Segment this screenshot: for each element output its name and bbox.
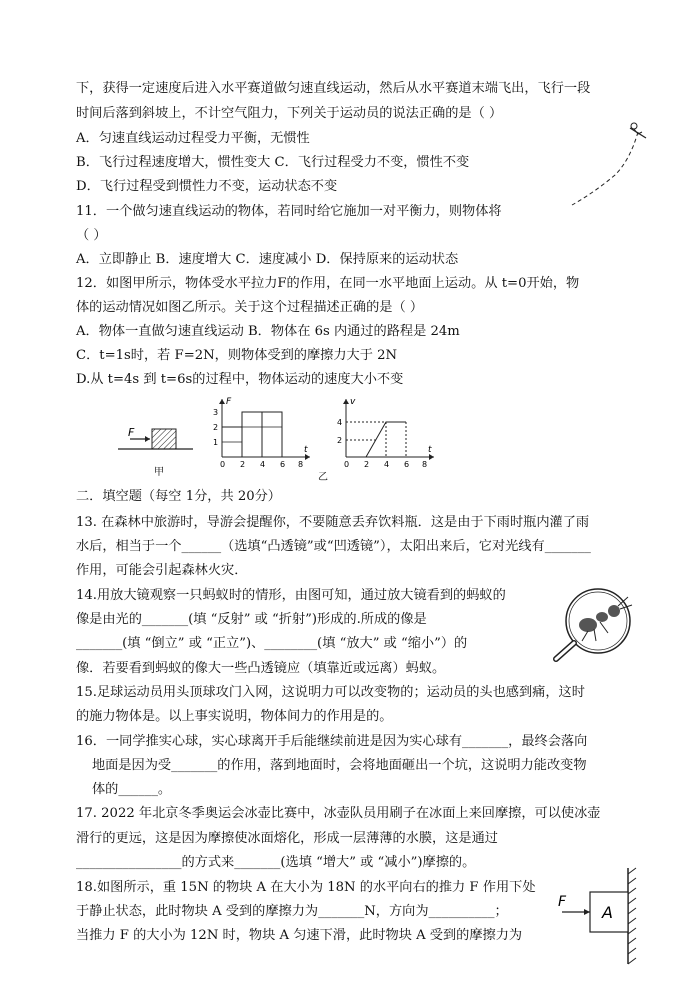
question-11: 11．一个做匀速直线运动的物体，若同时给它施加一对平衡力，则物体将 bbox=[76, 204, 502, 219]
question-17-cont: 滑行的更远，这是因为摩擦使冰面熔化，形成一层薄薄的水膜，这是通过 bbox=[76, 831, 498, 846]
option-line: C．t=1s时，若 F=2N，则物体受到的摩擦力大于 2N bbox=[76, 348, 398, 363]
answer-bracket: （ ） bbox=[76, 228, 107, 243]
question-13-cont: 作用，可能会引起森林火灾． bbox=[76, 563, 248, 578]
question-15: 15.足球运动员用头顶球攻门入网，这说明力可以改变物的；运动员的头也感到痛，这时 bbox=[76, 685, 585, 700]
question-12: 12．如图甲所示，物体受水平拉力F的作用，在同一水平地面上运动。从 t=0开始，物 bbox=[76, 276, 580, 291]
y-tick: 4 bbox=[337, 418, 343, 427]
option-line: A．物体一直做匀速直线运动 B．物体在 6s 内通过的路程是 24m bbox=[76, 324, 460, 339]
question-14-cont: 像．若要看到蚂蚁的像大一些凸透镜应（填靠近或远离）蚂蚁。 bbox=[76, 661, 446, 676]
force-label-f: F bbox=[128, 426, 135, 439]
x-tick: 6 bbox=[280, 460, 286, 469]
x-tick: 0 bbox=[344, 460, 350, 469]
y-tick: 3 bbox=[213, 408, 219, 417]
question-13-cont: 水后，相当于一个______（选填“凸透镜”或“凹透镜”），太阳出来后，它对光线有_______ bbox=[76, 539, 591, 554]
figure-caption-yi: 乙 bbox=[318, 472, 328, 483]
x-tick: 0 bbox=[220, 460, 226, 469]
x-tick: 2 bbox=[364, 460, 370, 469]
section-heading: 二．填空题（每空 1分，共 20分） bbox=[76, 489, 281, 504]
figure-jia bbox=[118, 415, 198, 477]
figure-yi-force-time bbox=[212, 395, 314, 470]
y-tick: 2 bbox=[337, 436, 343, 445]
option-line: B．飞行过程速度增大，惯性变大 C．飞行过程受力不变，惯性不变 bbox=[76, 155, 470, 170]
question-stem-line-2: 时间后落到斜坡上，不计空气阻力，下列关于运动员的说法正确的是（ ） bbox=[76, 106, 503, 121]
force-label-f: F bbox=[558, 894, 567, 910]
question-18-cont: 于静止状态，此时物块 A 受到的摩擦力为_______N，方向为__________； bbox=[76, 904, 508, 919]
block-label-a: A bbox=[602, 903, 613, 922]
ski-slope-figure bbox=[560, 120, 660, 210]
question-18-cont: 当推力 F 的大小为 12N 时，物块 A 匀速下滑，此时物块 A 受到的摩擦力为 bbox=[76, 928, 523, 943]
figure-caption-jia: 甲 bbox=[154, 467, 164, 477]
x-tick: 4 bbox=[260, 460, 266, 469]
block-wall-figure bbox=[552, 866, 642, 966]
question-14-cont: 像是由光的_______(填 “反射” 或 “折射”)形成的.所成的像是 bbox=[76, 612, 427, 627]
question-stem-line-1: 下，获得一定速度后进入水平赛道做匀速直线运动，然后从水平赛道末端飞出，飞行一段 bbox=[76, 81, 591, 96]
question-12-cont: 体的运动情况如图乙所示。关于这个过程描述正确的是（ ） bbox=[76, 300, 424, 315]
option-line: D．飞行过程受到惯性力不变，运动状态不变 bbox=[76, 179, 338, 194]
question-17-cont: ________________的方式来_______(选填 “增大” 或 “减小”)摩擦的。 bbox=[76, 855, 476, 870]
question-16-cont: 地面是因为受_______的作用，落到地面时，会将地面砸出一个坑，这说明力能改变物 bbox=[92, 758, 587, 773]
y-axis-label: v bbox=[350, 397, 356, 407]
y-axis-label: F bbox=[226, 397, 232, 407]
y-tick: 2 bbox=[213, 423, 219, 432]
x-tick: 8 bbox=[298, 460, 304, 469]
x-axis-label: t bbox=[428, 445, 432, 455]
figure-yi-velocity-time bbox=[336, 395, 438, 470]
question-14: 14.用放大镜观察一只蚂蚁时的情形，由图可知，通过放大镜看到的蚂蚁的 bbox=[76, 588, 506, 603]
x-tick: 4 bbox=[384, 460, 390, 469]
question-14-cont: _______(填 “倒立” 或 “正立”)、________(填 “放大” 或 “缩小”）的 bbox=[76, 636, 468, 651]
question-16-cont: 体的______。 bbox=[92, 782, 172, 797]
x-tick: 2 bbox=[240, 460, 246, 469]
question-16: 16．一同学推实心球，实心球离开手后能继续前进是因为实心球有_______，最终会落向 bbox=[76, 734, 588, 749]
question-13: 13. 在森林中旅游时，导游会提醒你，不要随意丢弃饮料瓶．这是由于下雨时瓶内灌了雨 bbox=[76, 515, 590, 530]
x-axis-label: t bbox=[304, 445, 308, 455]
x-tick: 6 bbox=[404, 460, 410, 469]
option-line: A．立即静止 B．速度增大 C．速度减小 D．保持原来的运动状态 bbox=[76, 252, 459, 267]
y-tick: 1 bbox=[213, 438, 219, 447]
question-18: 18.如图所示，重 15N 的物块 A 在大小为 18N 的水平向右的推力 F 作用下处 bbox=[76, 880, 536, 895]
magnifier-ant-figure bbox=[548, 585, 638, 665]
question-15-cont: 的施力物体是。以上事实说明，物体间力的作用是的。 bbox=[76, 709, 393, 724]
option-line: A．匀速直线运动过程受力平衡，无惯性 bbox=[76, 131, 310, 146]
question-17: 17. 2022 年北京冬季奥运会冰壶比赛中，冰壶队员用刷子在冰面上来回摩擦，可以使冰壶 bbox=[76, 806, 601, 821]
x-tick: 8 bbox=[422, 460, 428, 469]
option-line: D.从 t=4s 到 t=6s的过程中，物体运动的速度大小不变 bbox=[76, 372, 404, 387]
